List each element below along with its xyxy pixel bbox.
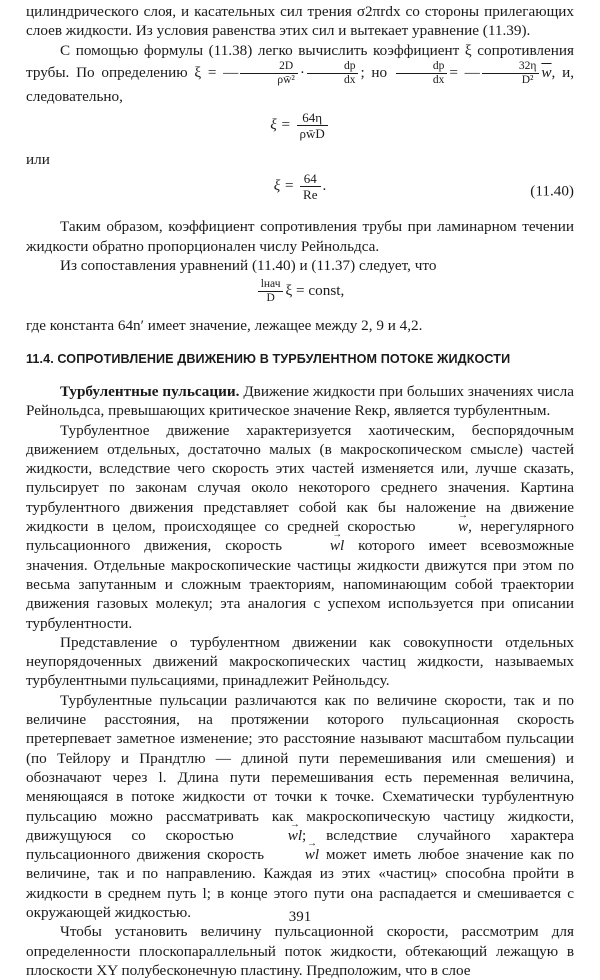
fraction-numerator: 32η (482, 60, 540, 74)
paragraph-formula-intro: С помощью формулы (11.38) легко вычислить коэффициент ξ сопротивления трубы. По определению ξ = — $\frac{2D}{\text{ρw̄²}}$ · $\frac{dp}{dx}$ ; но $\frac{dp}{dx}$ = — $\frac{32\eta}{\text{D²}}$ $\overline{w}$, и, следовательно, (26, 41, 574, 105)
paragraph-compare: Из сопоставления уравнений (11.40) и (11.37) следует, что (60, 257, 437, 275)
page-number: 391 (288, 909, 312, 925)
fraction-denominator: Re (303, 187, 318, 203)
text-run: ; но (360, 63, 388, 81)
fraction-denominator: dx (343, 73, 356, 86)
text-run: Движение жидкости при больших значениях числа Рейнольдса, превышающих критическое значение Reкр, является турбулентным. (26, 383, 574, 420)
fraction-dp-dx-2 (396, 60, 448, 87)
text-run: = — (449, 63, 480, 81)
equation-lhs: ξ = (273, 177, 295, 195)
fraction-dp-dx (307, 60, 359, 87)
paragraph-turbulent-2 (26, 421, 574, 633)
equation-xi-2 (26, 171, 574, 211)
paragraph-turbulent-4 (26, 691, 574, 923)
fraction-2D (240, 60, 298, 87)
symbol-wl-vector: → wl (296, 536, 344, 555)
text-run: С помощью формулы (11.38) легко вычислить коэффициент ξ сопротивления трубы. По определению ξ = — (26, 41, 574, 81)
fraction-denominator: ρw̄D (299, 126, 325, 142)
text-run: Турбулентные пульсации различаются как по величине скорости, так и по величине расстояния, на протяжении которого пульсационная скорость претерпевает заметное изменение; это расстояние называют масштабом пульсации (по Тейлору и Прандтлю — длиной пути перемешивания или смешения) и обозначают через l. Длина пути перемешивания есть переменная величина, меняющаяся в потоке жидкости от точки к точке. Схематически турбулентную пульсацию можно рассматривать как макроскопическую частицу жидкости, движущуюся со скоростью (26, 691, 574, 844)
equation-fraction (297, 110, 328, 141)
fraction-numerator: dp (396, 60, 448, 74)
text-run: Турбулентное движение характеризуется хаотическим, беспорядочным движением отдельных, достаточно малых (в макроскопическом смысле) частей жидкости, вследствие чего скорость этих частей изменяется или, лучше сказать, пульсирует по законам случая около некоторого среднего значения. Картина турбулентного движения представляет собой как бы наложение на движение жидкости в целом, происходящее со средней скоростью (26, 421, 574, 536)
equation-fraction (258, 278, 284, 305)
equation-lhs: ξ = (270, 116, 291, 134)
word-or: или (26, 151, 50, 169)
paragraph-turbulent-3: Представление о турбулентном движении как совокупности отдельных неупорядоченных движений макроскопических частиц жидкости, называемых турбулентными пульсациями, принадлежит Рейнольдсу. (26, 633, 574, 690)
fraction-numerator: lнач (258, 278, 284, 292)
equation-const (26, 278, 574, 314)
text-run: может иметь любое значение как по величине, так и по направлению. Каждая из этих «частиц» способна пройти в жидкости в среднем путь l; в конце этого пути она распадается и смешивается с окружающей жидкостью. (26, 846, 575, 922)
equation-xi-1 (26, 110, 574, 150)
fraction-numerator: dp (307, 60, 359, 74)
equation-tail: . (322, 177, 327, 195)
equation-number: (11.40) (530, 182, 574, 200)
fraction-numerator: 64η (297, 110, 328, 126)
fraction-numerator: 2D (240, 60, 298, 74)
text-block-top (26, 2, 574, 336)
text-run: , нерегулярного пульсационного движения, скорость (26, 518, 575, 555)
subheading: Турбулентные пульсации. (60, 383, 240, 400)
text-run: , и, следовательно, (26, 63, 574, 105)
symbol-wl-vector: → wl (271, 845, 319, 864)
equation-fraction (300, 171, 320, 202)
text-block-main (26, 382, 574, 980)
symbol-wl-vector: → wl (254, 826, 302, 845)
fraction-denominator: dx (432, 73, 445, 86)
fraction-denominator: ρw̄² (277, 73, 295, 86)
text-run: которого имеет всевозможные значения. Отдельные макроскопические частицы жидкости движутся при этом по весьма запутанным и сложным траекториям, напоминающим собой траектории движения газовых молекул; эта аналогия с успехом используется при описании турбулентности. (26, 537, 574, 632)
section-heading: 11.4. СОПРОТИВЛЕНИЕ ДВИЖЕНИЮ В ТУРБУЛЕНТНОМ ПОТОКЕ ЖИДКОСТИ (26, 352, 511, 366)
paragraph-continued: цилиндрического слоя, и касательных сил трения σ2πrdx со стороны прилегающих слоев жидкости. Из условия равенства этих сил и вытекает уравнение (11.39). (26, 3, 574, 40)
fraction-denominator: D² (521, 73, 534, 86)
symbol-w-bar: $\overline{w}$ (541, 63, 552, 81)
paragraph-conclusion: Таким образом, коэффициент сопротивления трубы при ламинарном течении жидкости обратно пропорционален числу Рейнольдса. (26, 218, 574, 255)
symbol-w-vector: → w (424, 517, 468, 536)
paragraph-turbulent-5: Чтобы установить величину пульсационной скорости, рассмотрим для определенности плоскопараллельный поток жидкости, обтекающий лежащую в плоскости XY полубесконечную пластину. Предположим, что в слое (26, 923, 574, 979)
fraction-denominator: D (266, 292, 275, 305)
fraction-32eta (482, 60, 540, 87)
paragraph-constant: где константа 64n′ имеет значение, лежащее между 2, 9 и 4,2. (26, 317, 423, 335)
text-run: ; вследствие случайного характера пульсационного движения скорость (26, 826, 575, 864)
paragraph-turbulent-1 (26, 382, 574, 421)
fraction-numerator: 64 (300, 171, 320, 187)
equation-rhs: ξ = const, (285, 282, 345, 300)
